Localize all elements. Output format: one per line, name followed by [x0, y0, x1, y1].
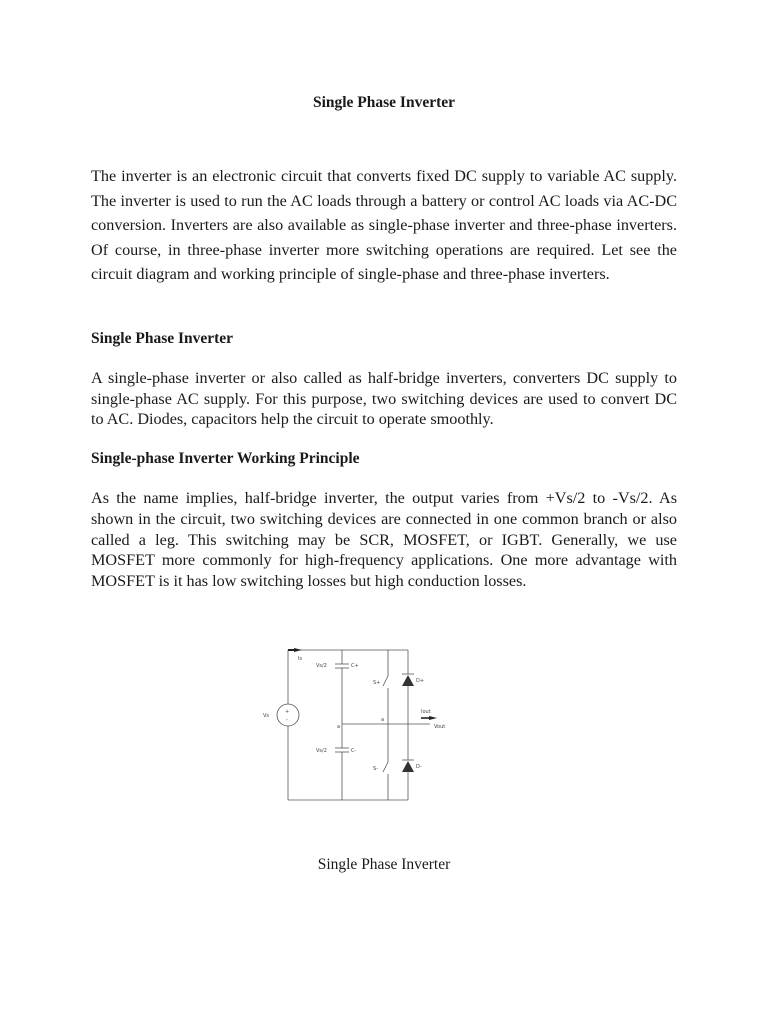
section-heading-working-principle: Single-phase Inverter Working Principle	[91, 450, 360, 467]
label-cap-bottom: Vs/2	[316, 748, 327, 754]
label-iout: Iout	[421, 709, 431, 715]
label-cap-bottom-name: C-	[351, 748, 357, 754]
half-bridge-circuit-diagram	[258, 640, 458, 805]
label-cap-top: Vs/2	[316, 663, 327, 669]
label-is: Is	[298, 656, 303, 662]
label-diode-top: D+	[416, 678, 425, 684]
figure-caption: Single Phase Inverter	[317, 856, 451, 873]
label-switch-top: S+	[373, 680, 381, 686]
section-heading-single-phase: Single Phase Inverter	[91, 330, 234, 347]
label-vout: Vout	[434, 724, 446, 730]
section-body-working-principle: As the name implies, half-bridge inverter, the output varies from +Vs/2 to -Vs/2. As shown in the circuit, two switching devices are connected in one common branch or also called a leg. This switching may be SCR, MOSFET, or IGBT. Generally, we use MOSFET more commonly for high-frequency applications. One more advantage with MOSFET is it has low switching losses but high conduction losses.	[91, 489, 677, 591]
intro-paragraph: The inverter is an electronic circuit that converts fixed DC supply to variable AC supply. The inverter is used to run the AC loads through a battery or control AC loads via AC-DC conversion. Inverters are also available as single-phase inverter and three-phase inverters. Of course, in three-phase inverter more switching operations are required. Let see the circuit diagram and working principle of single-phase and three-phase inverters.	[91, 167, 677, 284]
label-plus: +	[285, 709, 290, 715]
label-minus: -	[286, 717, 288, 723]
label-diode-bottom: D-	[416, 764, 422, 770]
label-switch-bottom: S-	[373, 766, 378, 772]
document-title: Single Phase Inverter	[312, 94, 456, 111]
label-node-left: a	[337, 724, 341, 730]
label-cap-top-name: C+	[351, 663, 359, 669]
label-source: Vs	[263, 713, 270, 719]
section-body-single-phase: A single-phase inverter or also called as half-bridge inverters, converters DC supply to single-phase AC supply. For this purpose, two switching devices are used to convert DC to AC. Diodes, capacitors help the circuit to operate smoothly.	[91, 369, 677, 429]
circuit-svg	[258, 640, 458, 805]
label-node-right: a	[381, 717, 385, 723]
